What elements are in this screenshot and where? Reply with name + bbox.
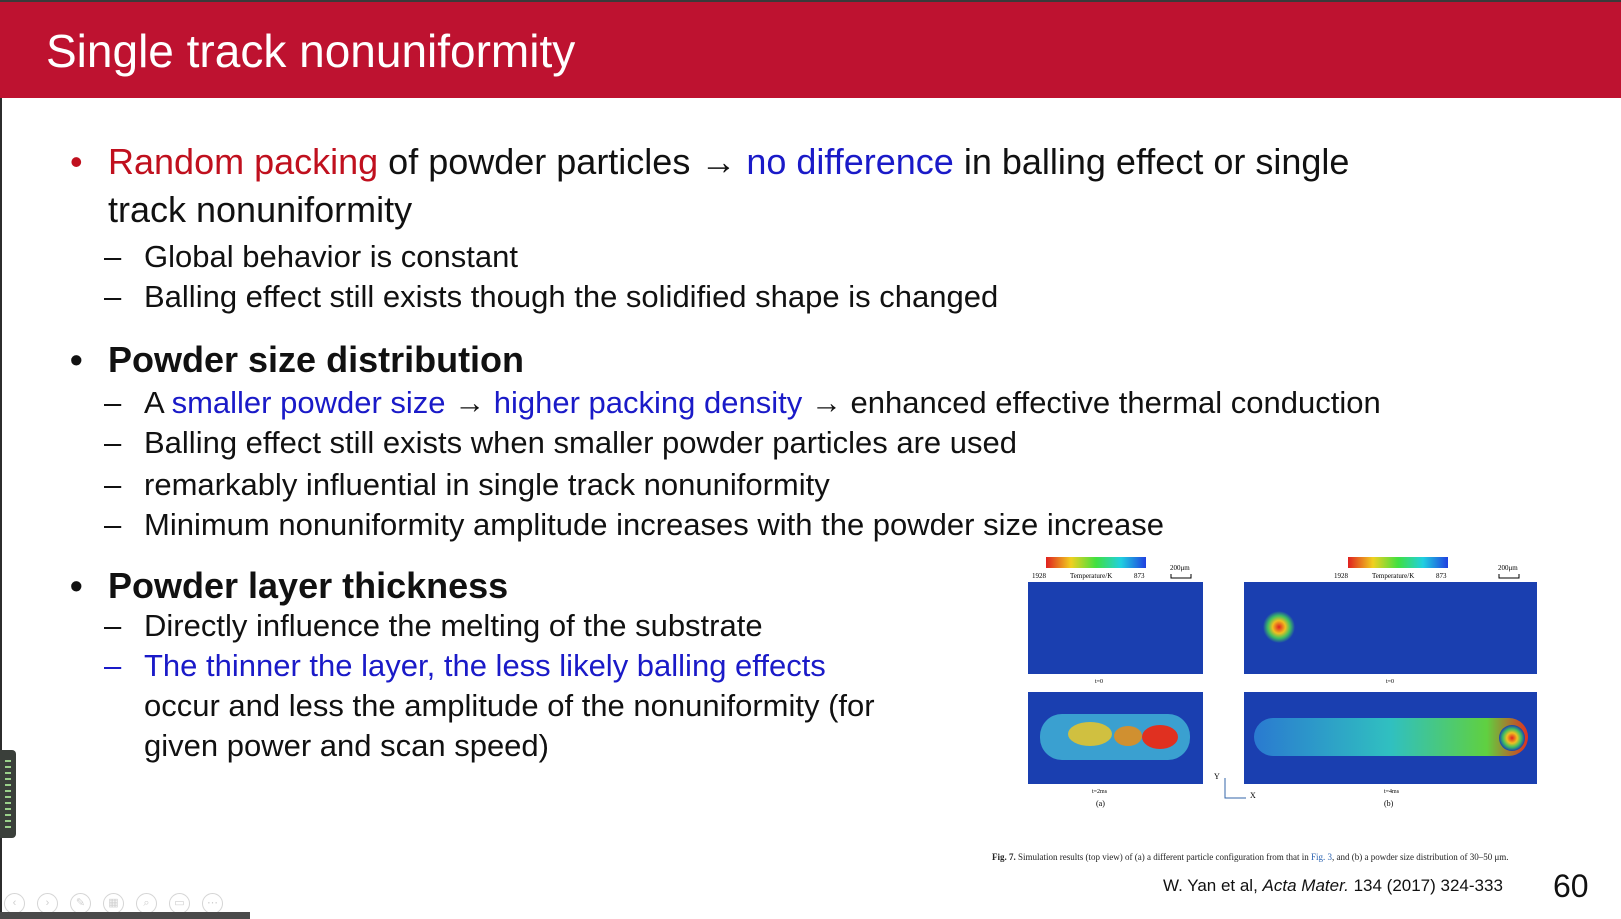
slides-icon[interactable]: ▦ <box>103 893 124 914</box>
title-bar <box>0 0 1621 98</box>
scale-bar-label-a: 200μm <box>1170 564 1190 572</box>
arrow-icon: → <box>700 141 737 182</box>
scale-bar-a <box>1171 574 1191 578</box>
bullet-dot: • <box>70 565 83 606</box>
melt-track-b <box>1254 718 1528 756</box>
colorbar-label-a: Temperature/K <box>1070 572 1113 580</box>
colorbar-label-b: Temperature/K <box>1372 572 1415 580</box>
sub-bullet: – remarkably influential in single track nonuniformity <box>104 467 830 502</box>
panel-label-b: (b) <box>1384 799 1394 808</box>
scale-bar-label-b: 200μm <box>1498 564 1518 572</box>
side-panel-handle[interactable] <box>0 750 16 838</box>
scale-bar-b <box>1499 574 1519 578</box>
sub-bullet: – Minimum nonuniformity amplitude increases with the powder size increase <box>104 507 1165 542</box>
sub-bullet-highlight: – The thinner the layer, the less likely balling effects <box>104 648 826 683</box>
panel-a-t0 <box>1028 582 1203 674</box>
prev-icon[interactable]: ‹ <box>4 893 25 914</box>
zoom-icon[interactable]: ⌕ <box>136 893 157 914</box>
bullet-heading: Powder size distribution <box>108 339 525 380</box>
sub-bullet: – Global behavior is constant <box>104 239 518 274</box>
slide-title: Single track nonuniformity <box>46 25 576 77</box>
colorbar-min-b: 873 <box>1436 572 1447 580</box>
time-label: t=0 <box>1386 679 1395 685</box>
colorbar-a <box>1046 557 1146 568</box>
time-label-a: t=2ms <box>1092 789 1108 795</box>
figure-caption: Fig. 7. Simulation results (top view) of (a) a different particle configuration from that in Fig. 3, and (b) a powder size distribution of 30–50 μm. <box>992 852 1509 862</box>
keyword-random-packing: Random packing <box>108 141 379 182</box>
axis-y-label: Y <box>1214 772 1220 781</box>
time-label: t=0 <box>1095 679 1104 685</box>
colorbar-b <box>1348 557 1448 568</box>
bullet-text: of powder particles <box>378 141 701 182</box>
progress-bar <box>0 912 250 919</box>
next-icon[interactable]: › <box>37 893 58 914</box>
simulation-figure <box>1028 564 1588 845</box>
sub-bullet: – Balling effect still exists when smaller powder particles are used <box>104 425 1017 460</box>
colorbar-max-a: 1928 <box>1032 572 1046 580</box>
bullet-heading: Powder layer thickness <box>108 565 509 606</box>
colorbar-max-b: 1928 <box>1334 572 1348 580</box>
pen-icon[interactable]: ✎ <box>70 893 91 914</box>
bullet-text: in balling effect or single <box>953 141 1350 182</box>
more-icon[interactable]: ⋯ <box>202 893 223 914</box>
citation: W. Yan et al, Acta Mater. 134 (2017) 324-333 <box>1163 876 1503 895</box>
keyword-no-difference: no difference <box>736 141 954 182</box>
colorbar-min-a: 873 <box>1134 572 1145 580</box>
subtitle-icon[interactable]: ▭ <box>169 893 190 914</box>
panel-label-a: (a) <box>1096 799 1105 808</box>
sub-bullet: – Directly influence the melting of the substrate <box>104 608 763 643</box>
bullet-dot: • <box>70 339 83 380</box>
bullet-text: track nonuniformity <box>108 189 413 230</box>
axis-x-label: X <box>1250 791 1256 800</box>
bullet-dot: • <box>70 141 83 182</box>
sub-bullet: – A smaller powder size → higher packing density → enhanced effective thermal conduction <box>104 385 1381 420</box>
axis-icon <box>1225 778 1246 798</box>
sub-bullet-continuation: occur and less the amplitude of the nonuniformity (for <box>144 688 875 723</box>
heat-spot <box>1263 611 1295 643</box>
time-label-b: t=4ms <box>1384 789 1400 795</box>
bullet-random-packing <box>70 138 1548 234</box>
slide-number: 60 <box>1553 868 1589 904</box>
sub-bullet-continuation: given power and scan speed) <box>144 728 549 763</box>
sub-bullet: – Balling effect still exists though the solidified shape is changed <box>104 279 999 314</box>
bullet-powder-size <box>70 336 525 384</box>
bullet-layer-thickness <box>70 562 509 610</box>
